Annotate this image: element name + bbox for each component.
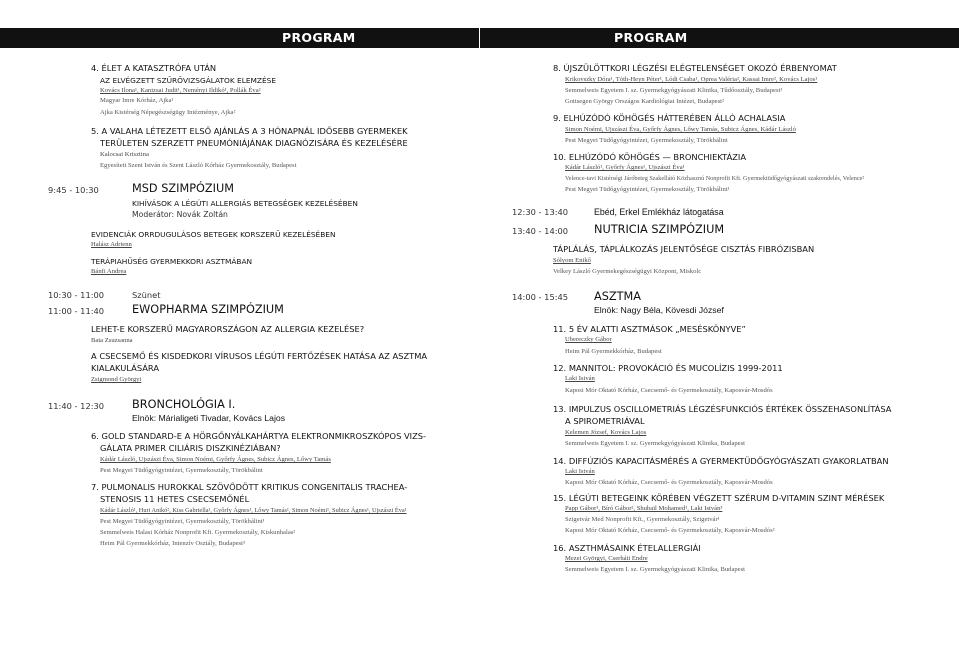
bronchology-chairs: Elnök: Márialigeti Tivadar, Kovács Lajos bbox=[132, 413, 286, 423]
section-5-author: Kalocsai Krisztina bbox=[100, 151, 149, 158]
msd-talk-1-title: EVIDENCIÁK ORRDUGULÁSOS BETEGEK KORSZERŰ KEZELÉSÉBEN bbox=[91, 230, 336, 239]
section-16-title: 16. ASZTHMÁSAINK ÉTELALLERGIÁI bbox=[553, 543, 701, 553]
asthma-title: ASZTMA bbox=[594, 290, 642, 303]
section-14-title: 14. DIFFÚZIÓS KAPACITÁSMÉRÉS A GYERMEKTÜDŐGYÓGYÁSZATI GYAKORLATBAN bbox=[553, 456, 889, 466]
section-11-title: 11. 5 ÉV ALATTI ASZTMÁSOK „MESÉSKÖNYVE” bbox=[553, 324, 746, 334]
section-6-title-line1: 6. GOLD STANDARD-E A HÖRGŐNYÁLKAHÁRTYA ELEKTRONMIKROSZKÓPOS VIZS- bbox=[91, 431, 427, 441]
msd-talk-2-title: TERÁPIAHŰSÉG GYERMEKKORI ASZTMÁBAN bbox=[91, 257, 253, 266]
section-15-title: 15. LÉGÚTI BETEGEINK KÖRÉBEN VÉGZETT SZÉRUM D-VITAMIN SZINT MÉRÉSEK bbox=[553, 493, 885, 503]
ewopharma-talk-1-title: LEHET-E KORSZERŰ MAGYARORSZÁGON AZ ALLERGIA KEZELÉSE? bbox=[91, 324, 365, 334]
msd-subtitle: KIHÍVÁSOK A LÉGÚTI ALLERGIÁS BETEGSÉGEK KEZELÉSÉBEN bbox=[132, 199, 358, 208]
ewopharma-talk-2-title-line1: A CSECSEMŐ ÉS KISDEDKORI VÍRUSOS LÉGÚTI FERTŐZÉSEK HATÁSA AZ ASZTMA bbox=[91, 351, 428, 361]
msd-time: 9:45 - 10:30 bbox=[48, 185, 99, 195]
section-5-title-line2: TERÜLETEN SZERZETT PNEUMÓNIÁJÁNAK DIAGNÓZISÁRA ÉS KEZELÉSÉRE bbox=[100, 138, 408, 148]
section-7-institution-1: Pest Megyei Tüdőgyógyintézet, Gyermekosztály, Törökbálint¹ bbox=[100, 518, 265, 525]
section-7-institution-2: Semmelweis Halasi Kórház Nonprofit Kft. Gyermekosztály, Kiskunhalas² bbox=[100, 529, 296, 536]
section-13-title-line1: 13. IMPULZUS OSCILLOMETRIÁS LÉGZÉSFUNKCIÓS ÉRTÉKEK ÖSSZEHASONLÍTÁSA bbox=[553, 404, 892, 414]
section-4-subtitle: AZ ELVÉGZETT SZŰRŐVIZSGÁLATOK ELEMZÉSE bbox=[100, 76, 276, 85]
asthma-chairs: Elnök: Nagy Béla, Kövesdi József bbox=[594, 305, 724, 315]
section-15-institution-2: Kaposi Mór Oktató Kórház, Csecsemő- és Gyermekosztály, Kaposvár-Mosdós² bbox=[565, 527, 775, 534]
section-4-institution-2: Ajka Kistérség Népegészségügy Intézménye, Ajka² bbox=[100, 109, 236, 116]
asthma-time: 14:00 - 15:45 bbox=[512, 292, 569, 302]
section-4-title: 4. ÉLET A KATASZTRÓFA UTÁN bbox=[91, 63, 217, 73]
section-14-institution: Kaposi Mór Oktató Kórház, Csecsemő- és Gyermekosztály, Kaposvár-Mosdós bbox=[565, 479, 773, 486]
section-10-authors: Kádár László¹, Győrfy Ágnes¹, Ujszászi Éva¹ bbox=[565, 164, 685, 171]
section-15-authors: Papp Gábor¹, Bíró Gábor², Shubail Mohamed¹, Laki István³ bbox=[565, 505, 723, 512]
section-12-title: 12. MANNITOL: PROVOKÁCIÓ ÉS MUCOLÍZIS 1999-2011 bbox=[553, 363, 783, 373]
bronchology-time: 11:40 - 12:30 bbox=[48, 401, 105, 411]
section-9-authors: Simon Noémi, Ujszászi Éva, Győrfy Ágnes, Lőwy Tamás, Subicz Ágnes, Kádár László bbox=[565, 126, 796, 133]
section-12-author: Laki István bbox=[565, 375, 595, 382]
nutricia-time: 13:40 - 14:00 bbox=[512, 226, 569, 236]
msd-talk-1-author: Halász Adrienn bbox=[91, 241, 132, 248]
ewopharma-talk-2-title-line2: KIALAKULÁSÁRA bbox=[91, 363, 160, 373]
section-6-institution: Pest Megyei Tüdőgyógyintézet, Gyermekosztály, Törökbálint bbox=[100, 467, 263, 474]
section-7-title-line2: STENOSIS 11 HETES CSECSEMŐNÉL bbox=[100, 494, 250, 504]
nutricia-title: NUTRICIA SZIMPÓZIUM bbox=[594, 223, 725, 236]
section-10-institution-1: Velence-tavi Kistérségi Járóbeteg Szakellátó Közhasznú Nonprofit Kft. Gyermektüdőgyógyászati szakrendelés, Velence² bbox=[565, 175, 865, 182]
right-page bbox=[480, 0, 959, 652]
section-4-institution-1: Magyar Imre Kórház, Ajka¹ bbox=[100, 97, 174, 104]
section-10-institution-2: Pest Megyei Tüdőgyógyintézet, Gyermekosztály, Törökbálint¹ bbox=[565, 186, 730, 193]
section-8-authors: Krikovszky Dóra¹, Tóth-Heyn Péter¹, Lódi Csaba¹, Oprea Valéria², Kassai Imre², Kovács Lajos¹ bbox=[565, 76, 818, 83]
section-13-authors: Kelemen József, Kovács Lajos bbox=[565, 429, 647, 436]
section-11-institution: Heim Pál Gyermekkórház, Budapest bbox=[565, 348, 662, 355]
section-16-institution: Semmelweis Egyetem I. sz. Gyermekgyógyászati Klinika, Budapest bbox=[565, 566, 746, 573]
section-8-title: 8. ÚJSZÜLÖTTKORI LÉGZÉSI ELÉGTELENSÉGET OKOZÓ ÉRBENYOMAT bbox=[553, 63, 837, 73]
nutricia-talk-institution: Velkey László Gyermekegészségügyi Központ, Miskolc bbox=[553, 268, 702, 275]
ewopharma-time: 11:00 - 11:40 bbox=[48, 306, 105, 316]
ewopharma-title: EWOPHARMA SZIMPÓZIUM bbox=[132, 303, 284, 316]
section-11-author: Ubereczky Gábor bbox=[565, 336, 612, 343]
section-13-title-line2: A SPIROMETRIÁVAL bbox=[565, 416, 645, 426]
left-page bbox=[0, 0, 479, 652]
ewopharma-talk-2-author: Zsigmond Györgyi bbox=[91, 376, 142, 383]
section-14-author: Laki István bbox=[565, 468, 595, 475]
section-7-authors: Kádár László¹, Huri Anikó², Kiss Gabriella¹, Győrfy Ágnes¹, Lőwy Tamás¹, Simon Noémi¹, Subicz Ágnes¹, Ujszászi Éva¹ bbox=[100, 507, 407, 514]
nutricia-talk-author: Sólyom Enikő bbox=[553, 257, 591, 264]
section-5-title-line1: 5. A VALAHA LÉTEZETT ELSŐ AJÁNLÁS A 3 HÓNAPNÁL IDŐSEBB GYERMEKEK bbox=[91, 126, 408, 136]
msd-moderator: Moderátor: Novák Zoltán bbox=[132, 210, 228, 219]
section-7-title-line1: 7. PULMONALIS HUROKKAL SZÖVŐDÖTT KRITIKUS CONGENITALIS TRACHEA- bbox=[91, 482, 408, 492]
section-6-title-line2: GÁLATA PRIMER CILIÁRIS DISZKINÉZIÁBAN? bbox=[100, 443, 281, 453]
lunch-label: Ebéd, Erkel Emlékház látogatása bbox=[594, 207, 724, 217]
break-label: Szünet bbox=[132, 290, 161, 300]
section-9-title: 9. ELHÚZÓDÓ KÖHÖGÉS HÁTTERÉBEN ÁLLÓ ACHALASIA bbox=[553, 113, 786, 123]
section-5-institution: Egyesített Szent István és Szent László Kórház Gyermekosztály, Budapest bbox=[100, 162, 297, 169]
section-7-institution-3: Heim Pál Gyermekkórház, Intenzív Osztály, Budapest³ bbox=[100, 540, 245, 547]
section-8-institution-2: Gottsegen György Országos Kardiológiai Intézet, Budapest² bbox=[565, 98, 724, 105]
section-16-authors: Mezei Györgyi, Cserháti Endre bbox=[565, 555, 648, 562]
section-13-institution: Semmelweis Egyetem I. sz. Gyermekgyógyászati Klinika, Budapest bbox=[565, 440, 746, 447]
section-9-institution: Pest Megyei Tüdőgyógyintézet, Gyermekosztály, Törökbálint bbox=[565, 137, 728, 144]
ewopharma-talk-1-author: Bata Zsuzsanna bbox=[91, 337, 133, 344]
right-header-bar bbox=[480, 28, 959, 48]
nutricia-talk-title: TÁPLÁLÁS, TÁPLÁLKOZÁS JELENTŐSÉGE CISZTÁS FIBRÓZISBAN bbox=[553, 244, 815, 254]
left-header-bar bbox=[0, 28, 479, 48]
left-header-title: PROGRAM bbox=[282, 30, 356, 45]
msd-title: MSD SZIMPÓZIUM bbox=[132, 182, 234, 195]
section-10-title: 10. ELHÚZÓDÓ KÖHÖGÉS — BRONCHIEKTÁZIA bbox=[553, 152, 747, 162]
section-12-institution: Kaposi Mór Oktató Kórház, Csecsemő- és Gyermekosztály, Kaposvár-Mosdós bbox=[565, 387, 773, 394]
msd-talk-2-author: Bánfi Andrea bbox=[91, 268, 127, 275]
section-8-institution-1: Semmelweis Egyetem I. sz. Gyermekgyógyászati Klinika, Tűdőosztály, Budapest¹ bbox=[565, 87, 783, 94]
bronchology-title: BRONCHOLÓGIA I. bbox=[132, 398, 236, 411]
right-header-title: PROGRAM bbox=[614, 30, 688, 45]
lunch-time: 12:30 - 13:40 bbox=[512, 207, 569, 217]
section-4-authors: Kovács Ilona¹, Kanizsai Judit¹, Neményi Ildikó¹, Pollák Éva² bbox=[100, 87, 261, 94]
break-time: 10:30 - 11:00 bbox=[48, 290, 105, 300]
section-15-institution-1: Szigetvár Med Nonprofit Kft., Gyermekosztály, Szigetvár¹ bbox=[565, 516, 720, 523]
section-6-authors: Kádár László, Ujszászi Éva, Simon Noémi, Győrfy Ágnes, Subicz Ágnes, Lőwy Tamás bbox=[100, 456, 331, 463]
